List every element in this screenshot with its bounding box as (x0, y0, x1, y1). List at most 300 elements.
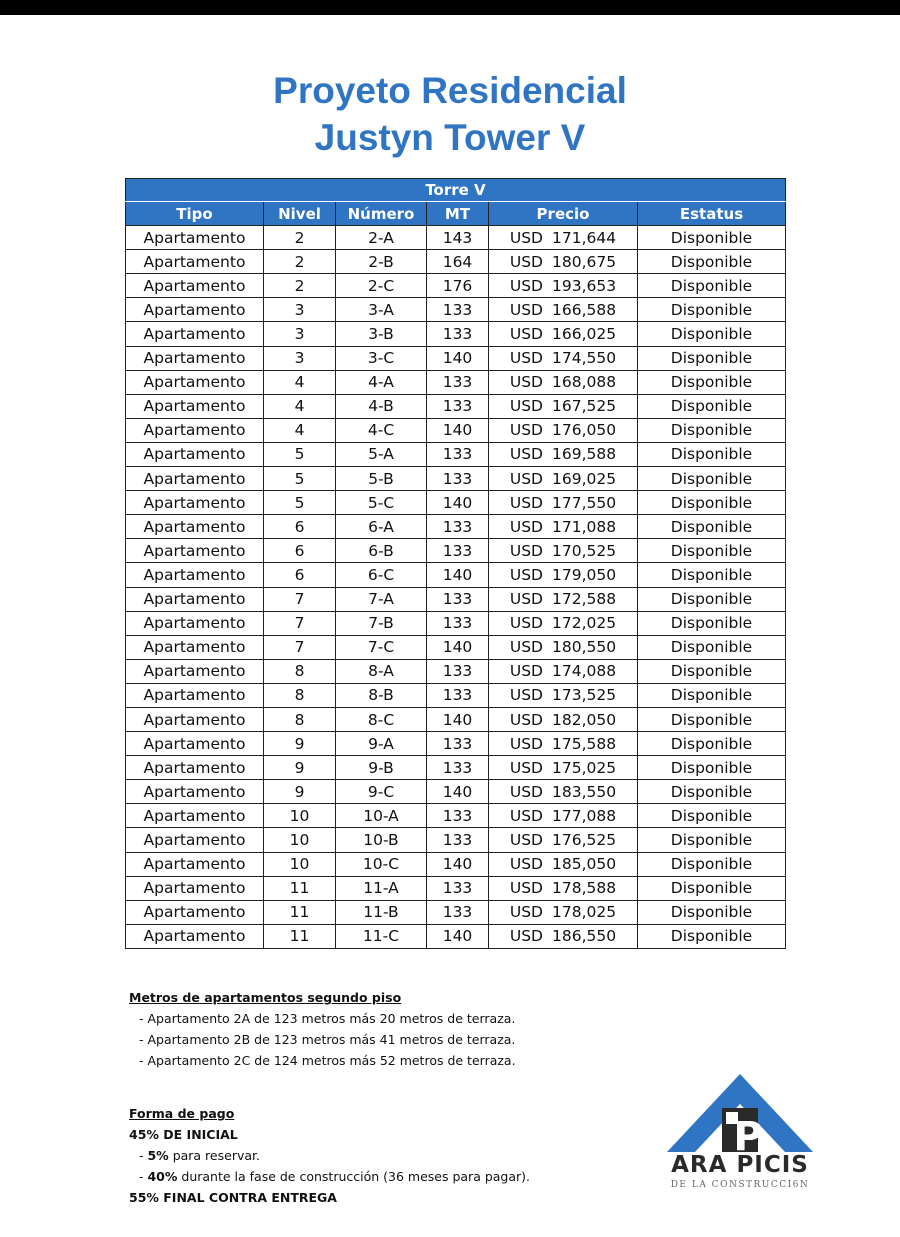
table-row (126, 900, 786, 924)
tipo-cell: Apartamento (126, 346, 264, 370)
price-amount: 166,588 (552, 300, 617, 319)
nivel-cell: 3 (264, 346, 336, 370)
price-amount: 176,050 (552, 421, 617, 440)
nivel-cell: 4 (264, 418, 336, 442)
col-header-precio: Precio (489, 202, 638, 226)
precio-cell (489, 659, 638, 683)
tipo-cell: Apartamento (126, 467, 264, 491)
table-row (126, 539, 786, 563)
price-amount: 172,588 (552, 590, 617, 609)
metros-item: - Apartamento 2A de 123 metros más 20 metros de terraza. (139, 1011, 516, 1026)
mt-cell: 133 (427, 442, 489, 466)
table-row (126, 322, 786, 346)
precio-cell (489, 418, 638, 442)
tipo-cell: Apartamento (126, 707, 264, 731)
price-amount: 178,588 (552, 879, 617, 898)
tipo-cell: Apartamento (126, 659, 264, 683)
mt-cell: 140 (427, 635, 489, 659)
currency-label: USD (509, 300, 543, 319)
numero-cell: 3-A (336, 298, 427, 322)
price-amount: 171,088 (552, 517, 617, 536)
estatus-cell: Disponible (638, 515, 786, 539)
currency-label: USD (509, 397, 543, 416)
price-amount: 172,025 (552, 614, 617, 633)
pago-heading: Forma de pago (129, 1106, 235, 1121)
numero-cell: 5-C (336, 491, 427, 515)
price-amount: 166,025 (552, 325, 617, 344)
precio-cell (489, 226, 638, 250)
table-row (126, 491, 786, 515)
currency-label: USD (509, 421, 543, 440)
mt-cell: 133 (427, 322, 489, 346)
price-amount: 168,088 (552, 373, 617, 392)
estatus-cell: Disponible (638, 250, 786, 274)
price-amount: 174,550 (552, 349, 617, 368)
price-amount: 175,025 (552, 758, 617, 777)
precio-cell (489, 491, 638, 515)
estatus-cell: Disponible (638, 491, 786, 515)
numero-cell: 10-A (336, 804, 427, 828)
tipo-cell: Apartamento (126, 900, 264, 924)
precio-cell (489, 587, 638, 611)
precio-cell (489, 683, 638, 707)
precio-cell (489, 876, 638, 900)
tipo-cell: Apartamento (126, 394, 264, 418)
currency-label: USD (509, 590, 543, 609)
col-header-tipo: Tipo (126, 202, 264, 226)
nivel-cell: 6 (264, 539, 336, 563)
mt-cell: 133 (427, 804, 489, 828)
table-row (126, 828, 786, 852)
ara-picis-logo-icon (645, 1072, 835, 1197)
numero-cell: 10-C (336, 852, 427, 876)
nivel-cell: 11 (264, 876, 336, 900)
estatus-cell: Disponible (638, 394, 786, 418)
estatus-cell: Disponible (638, 298, 786, 322)
tipo-cell: Apartamento (126, 780, 264, 804)
tipo-cell: Apartamento (126, 322, 264, 346)
table-row (126, 226, 786, 250)
mt-cell: 143 (427, 226, 489, 250)
precio-cell (489, 250, 638, 274)
estatus-cell: Disponible (638, 804, 786, 828)
numero-cell: 2-A (336, 226, 427, 250)
currency-label: USD (509, 806, 543, 825)
precio-cell (489, 563, 638, 587)
numero-cell: 11-B (336, 900, 427, 924)
mt-cell: 133 (427, 515, 489, 539)
table-row (126, 587, 786, 611)
table-row (126, 732, 786, 756)
currency-label: USD (509, 710, 543, 729)
mt-cell: 133 (427, 900, 489, 924)
estatus-cell: Disponible (638, 900, 786, 924)
tipo-cell: Apartamento (126, 539, 264, 563)
column-header-row (126, 202, 786, 226)
numero-cell: 7-C (336, 635, 427, 659)
table-row (126, 852, 786, 876)
currency-label: USD (509, 614, 543, 633)
mt-cell: 133 (427, 539, 489, 563)
tipo-cell: Apartamento (126, 491, 264, 515)
numero-cell: 6-A (336, 515, 427, 539)
precio-cell (489, 274, 638, 298)
price-amount: 173,525 (552, 686, 617, 705)
precio-cell (489, 635, 638, 659)
table-row (126, 683, 786, 707)
estatus-cell: Disponible (638, 635, 786, 659)
numero-cell: 2-C (336, 274, 427, 298)
col-header-estatus: Estatus (638, 202, 786, 226)
currency-label: USD (509, 903, 543, 922)
currency-label: USD (509, 493, 543, 512)
pago-item-reserva: - 5% para reservar. (139, 1148, 260, 1163)
price-amount: 183,550 (552, 782, 617, 801)
price-amount: 179,050 (552, 565, 617, 584)
currency-label: USD (509, 782, 543, 801)
precio-cell (489, 707, 638, 731)
currency-label: USD (509, 879, 543, 898)
table-row (126, 515, 786, 539)
pago-item2-percent: 40% (147, 1169, 178, 1184)
pago-inicial: 45% DE INICIAL (129, 1127, 238, 1142)
mt-cell: 133 (427, 467, 489, 491)
numero-cell: 10-B (336, 828, 427, 852)
estatus-cell: Disponible (638, 442, 786, 466)
nivel-cell: 8 (264, 707, 336, 731)
price-amount: 180,675 (552, 252, 617, 271)
logo-letter: P (733, 1114, 763, 1160)
price-amount: 169,588 (552, 445, 617, 464)
nivel-cell: 10 (264, 828, 336, 852)
tipo-cell: Apartamento (126, 298, 264, 322)
numero-cell: 11-A (336, 876, 427, 900)
numero-cell: 5-B (336, 467, 427, 491)
page-title-line-1: Proyeto Residencial (273, 70, 627, 111)
estatus-cell: Disponible (638, 226, 786, 250)
tipo-cell: Apartamento (126, 732, 264, 756)
mt-cell: 133 (427, 370, 489, 394)
forma-de-pago-section (129, 1103, 530, 1208)
nivel-cell: 6 (264, 563, 336, 587)
precio-cell (489, 611, 638, 635)
nivel-cell: 4 (264, 370, 336, 394)
nivel-cell: 10 (264, 804, 336, 828)
table-row (126, 611, 786, 635)
estatus-cell: Disponible (638, 370, 786, 394)
tipo-cell: Apartamento (126, 611, 264, 635)
numero-cell: 4-B (336, 394, 427, 418)
table-row (126, 467, 786, 491)
mt-cell: 133 (427, 298, 489, 322)
pago-item2-text: durante la fase de construcción (36 meses para pagar). (177, 1169, 531, 1184)
tipo-cell: Apartamento (126, 876, 264, 900)
col-header-numero: Número (336, 202, 427, 226)
mt-cell: 133 (427, 828, 489, 852)
precio-cell (489, 467, 638, 491)
currency-label: USD (509, 855, 543, 874)
numero-cell: 5-A (336, 442, 427, 466)
nivel-cell: 6 (264, 515, 336, 539)
tipo-cell: Apartamento (126, 683, 264, 707)
precio-cell (489, 370, 638, 394)
estatus-cell: Disponible (638, 346, 786, 370)
nivel-cell: 11 (264, 900, 336, 924)
numero-cell: 8-C (336, 707, 427, 731)
estatus-cell: Disponible (638, 924, 786, 948)
precio-cell (489, 394, 638, 418)
currency-label: USD (509, 758, 543, 777)
table-row (126, 370, 786, 394)
numero-cell: 11-C (336, 924, 427, 948)
page-title-line-2: Justyn Tower V (314, 117, 586, 158)
logo-name: ARA PICIS (671, 1152, 809, 1178)
precio-cell (489, 539, 638, 563)
mt-cell: 140 (427, 852, 489, 876)
numero-cell: 4-A (336, 370, 427, 394)
top-bar (0, 0, 900, 15)
table-row (126, 394, 786, 418)
currency-label: USD (509, 469, 543, 488)
col-header-mt: MT (427, 202, 489, 226)
price-amount: 177,088 (552, 806, 617, 825)
tipo-cell: Apartamento (126, 418, 264, 442)
nivel-cell: 4 (264, 394, 336, 418)
table-row (126, 756, 786, 780)
nivel-cell: 5 (264, 467, 336, 491)
table-row (126, 418, 786, 442)
table-row (126, 346, 786, 370)
nivel-cell: 9 (264, 780, 336, 804)
estatus-cell: Disponible (638, 707, 786, 731)
table-row (126, 635, 786, 659)
price-amount: 182,050 (552, 710, 617, 729)
estatus-cell: Disponible (638, 467, 786, 491)
numero-cell: 6-B (336, 539, 427, 563)
pago-final: 55% FINAL CONTRA ENTREGA (129, 1190, 337, 1205)
pago-item1-text: para reservar. (168, 1148, 260, 1163)
currency-label: USD (509, 734, 543, 753)
table-row (126, 250, 786, 274)
precio-cell (489, 852, 638, 876)
estatus-cell: Disponible (638, 274, 786, 298)
precio-cell (489, 756, 638, 780)
mt-cell: 140 (427, 707, 489, 731)
numero-cell: 4-C (336, 418, 427, 442)
estatus-cell: Disponible (638, 876, 786, 900)
mt-cell: 133 (427, 659, 489, 683)
table-row (126, 804, 786, 828)
precio-cell (489, 828, 638, 852)
estatus-cell: Disponible (638, 587, 786, 611)
precio-cell (489, 298, 638, 322)
precio-cell (489, 732, 638, 756)
tipo-cell: Apartamento (126, 924, 264, 948)
tipo-cell: Apartamento (126, 250, 264, 274)
numero-cell: 7-B (336, 611, 427, 635)
numero-cell: 9-B (336, 756, 427, 780)
metros-section (129, 987, 516, 1071)
numero-cell: 8-B (336, 683, 427, 707)
table-row (126, 707, 786, 731)
precio-cell (489, 780, 638, 804)
tipo-cell: Apartamento (126, 852, 264, 876)
currency-label: USD (509, 517, 543, 536)
price-amount: 193,653 (552, 276, 617, 295)
estatus-cell: Disponible (638, 563, 786, 587)
tipo-cell: Apartamento (126, 828, 264, 852)
mt-cell: 133 (427, 394, 489, 418)
currency-label: USD (509, 276, 543, 295)
price-amount: 177,550 (552, 493, 617, 512)
tipo-cell: Apartamento (126, 804, 264, 828)
nivel-cell: 2 (264, 250, 336, 274)
precio-cell (489, 346, 638, 370)
table-row (126, 876, 786, 900)
price-amount: 185,050 (552, 855, 617, 874)
mt-cell: 140 (427, 491, 489, 515)
currency-label: USD (509, 830, 543, 849)
nivel-cell: 11 (264, 924, 336, 948)
units-table (125, 178, 786, 949)
currency-label: USD (509, 927, 543, 946)
mt-cell: 133 (427, 756, 489, 780)
mt-cell: 140 (427, 346, 489, 370)
precio-cell (489, 804, 638, 828)
metros-heading: Metros de apartamentos segundo piso (129, 990, 402, 1005)
precio-cell (489, 924, 638, 948)
tipo-cell: Apartamento (126, 226, 264, 250)
table-row (126, 274, 786, 298)
currency-label: USD (509, 228, 543, 247)
tipo-cell: Apartamento (126, 274, 264, 298)
estatus-cell: Disponible (638, 539, 786, 563)
currency-label: USD (509, 662, 543, 681)
currency-label: USD (509, 638, 543, 657)
nivel-cell: 7 (264, 587, 336, 611)
metros-item: - Apartamento 2C de 124 metros más 52 metros de terraza. (139, 1053, 516, 1068)
currency-label: USD (509, 445, 543, 464)
price-amount: 174,088 (552, 662, 617, 681)
precio-cell (489, 322, 638, 346)
price-amount: 170,525 (552, 541, 617, 560)
numero-cell: 9-C (336, 780, 427, 804)
mt-cell: 140 (427, 418, 489, 442)
price-amount: 186,550 (552, 927, 617, 946)
estatus-cell: Disponible (638, 418, 786, 442)
numero-cell: 9-A (336, 732, 427, 756)
tipo-cell: Apartamento (126, 515, 264, 539)
mt-cell: 133 (427, 683, 489, 707)
price-amount: 178,025 (552, 903, 617, 922)
table-row (126, 780, 786, 804)
nivel-cell: 8 (264, 683, 336, 707)
tipo-cell: Apartamento (126, 370, 264, 394)
numero-cell: 7-A (336, 587, 427, 611)
currency-label: USD (509, 565, 543, 584)
estatus-cell: Disponible (638, 322, 786, 346)
tipo-cell: Apartamento (126, 587, 264, 611)
estatus-cell: Disponible (638, 683, 786, 707)
estatus-cell: Disponible (638, 732, 786, 756)
currency-label: USD (509, 373, 543, 392)
mt-cell: 133 (427, 611, 489, 635)
table-row (126, 442, 786, 466)
mt-cell: 133 (427, 587, 489, 611)
nivel-cell: 9 (264, 756, 336, 780)
pago-item1-percent: 5% (147, 1148, 169, 1163)
currency-label: USD (509, 541, 543, 560)
estatus-cell: Disponible (638, 852, 786, 876)
price-amount: 180,550 (552, 638, 617, 657)
col-header-nivel: Nivel (264, 202, 336, 226)
nivel-cell: 8 (264, 659, 336, 683)
currency-label: USD (509, 325, 543, 344)
mt-cell: 133 (427, 876, 489, 900)
price-amount: 175,588 (552, 734, 617, 753)
numero-cell: 6-C (336, 563, 427, 587)
table-row (126, 298, 786, 322)
tipo-cell: Apartamento (126, 756, 264, 780)
tower-name: Torre V (126, 179, 786, 202)
estatus-cell: Disponible (638, 828, 786, 852)
price-amount: 176,525 (552, 830, 617, 849)
precio-cell (489, 900, 638, 924)
metros-item: - Apartamento 2B de 123 metros más 41 metros de terraza. (139, 1032, 516, 1047)
price-amount: 169,025 (552, 469, 617, 488)
table-row (126, 924, 786, 948)
mt-cell: 140 (427, 780, 489, 804)
nivel-cell: 5 (264, 442, 336, 466)
nivel-cell: 5 (264, 491, 336, 515)
price-amount: 167,525 (552, 397, 617, 416)
estatus-cell: Disponible (638, 611, 786, 635)
mt-cell: 176 (427, 274, 489, 298)
nivel-cell: 7 (264, 635, 336, 659)
estatus-cell: Disponible (638, 780, 786, 804)
table-row (126, 563, 786, 587)
numero-cell: 8-A (336, 659, 427, 683)
nivel-cell: 9 (264, 732, 336, 756)
tipo-cell: Apartamento (126, 635, 264, 659)
currency-label: USD (509, 349, 543, 368)
numero-cell: 3-C (336, 346, 427, 370)
mt-cell: 140 (427, 563, 489, 587)
estatus-cell: Disponible (638, 756, 786, 780)
currency-label: USD (509, 252, 543, 271)
tipo-cell: Apartamento (126, 563, 264, 587)
mt-cell: 140 (427, 924, 489, 948)
currency-label: USD (509, 686, 543, 705)
nivel-cell: 2 (264, 226, 336, 250)
numero-cell: 2-B (336, 250, 427, 274)
logo-tagline: DE LA CONSTRUCCI6N (670, 1180, 810, 1190)
precio-cell (489, 442, 638, 466)
numero-cell: 3-B (336, 322, 427, 346)
table-row (126, 659, 786, 683)
mt-cell: 164 (427, 250, 489, 274)
nivel-cell: 3 (264, 322, 336, 346)
nivel-cell: 2 (264, 274, 336, 298)
estatus-cell: Disponible (638, 659, 786, 683)
nivel-cell: 10 (264, 852, 336, 876)
precio-cell (489, 515, 638, 539)
nivel-cell: 7 (264, 611, 336, 635)
price-amount: 171,644 (552, 228, 617, 247)
tipo-cell: Apartamento (126, 442, 264, 466)
nivel-cell: 3 (264, 298, 336, 322)
tower-header-row (126, 179, 786, 202)
